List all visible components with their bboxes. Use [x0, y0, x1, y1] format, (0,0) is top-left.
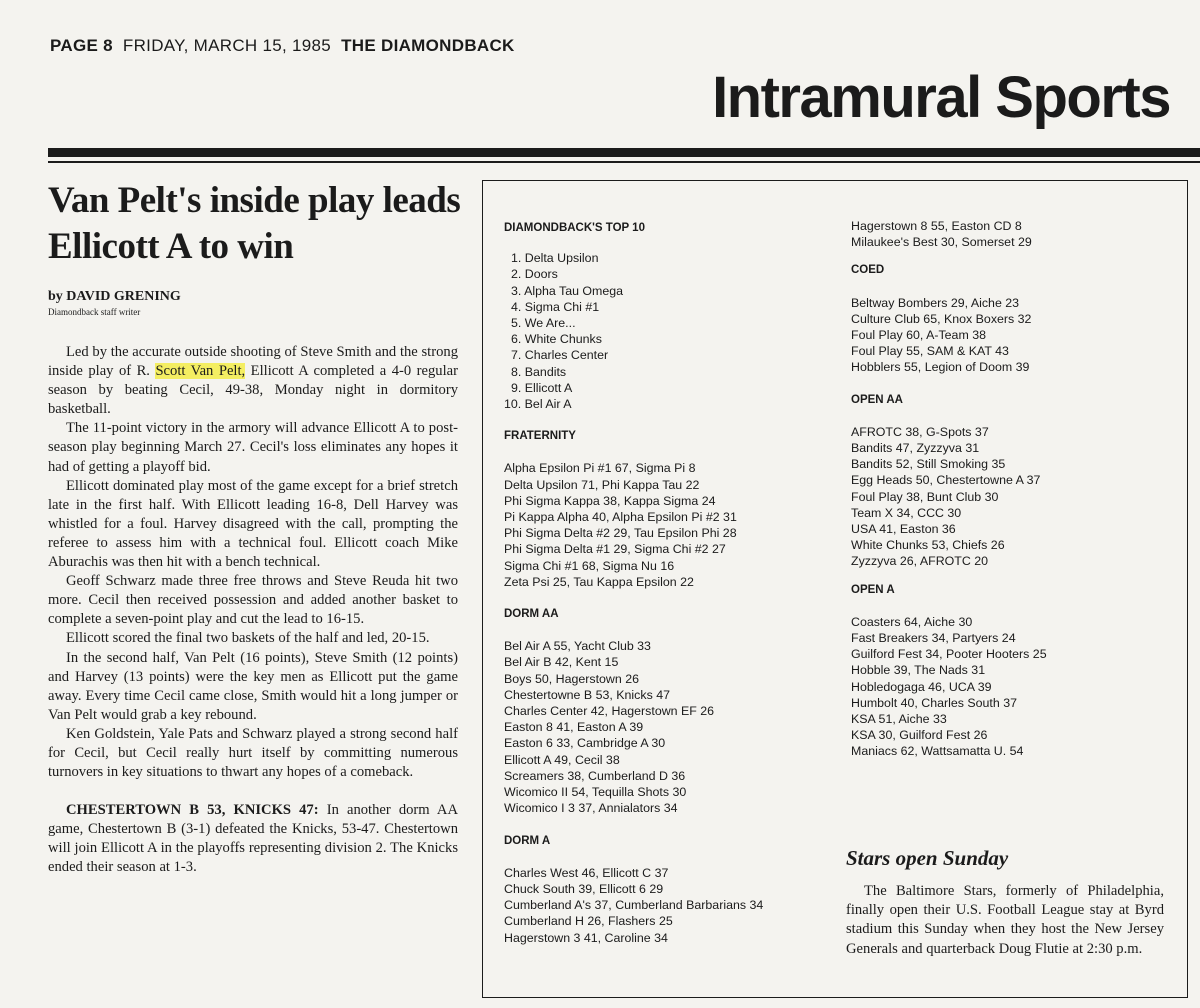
open-a-result: Humbolt 40, Charles South 37: [851, 695, 1017, 710]
dorm-aa-result: Bel Air A 55, Yacht Club 33: [504, 639, 651, 654]
dorm-aa-heading: DORM AA: [504, 608, 559, 621]
open-a-result: KSA 51, Aiche 33: [851, 712, 947, 727]
top10-item: 6. White Chunks: [511, 332, 602, 347]
article-headline: Van Pelt's inside play leads Ellicott A to win: [48, 180, 461, 267]
open-aa-list: [851, 424, 1047, 570]
open-a-list: [851, 614, 1047, 760]
dorm-a-result: Chuck South 39, Ellicott 6 29: [504, 881, 664, 896]
fraternity-result: Phi Sigma Kappa 38, Kappa Sigma 24: [504, 493, 716, 508]
highlighted-name: Scott Van Pelt,: [155, 363, 246, 380]
fraternity-result: Zeta Psi 25, Tau Kappa Epsilon 22: [504, 574, 694, 589]
article-paragraph: CHESTERTOWN B 53, KNICKS 47: In another dorm AA game, Chestertown B (3-1) defeated the Knicks, 53-47. Chestertown will join Ellicott A in the playoffs representing division 2. The Knicks ended their season at 1-3.: [48, 802, 459, 876]
dorm-aa-result: Wicomico II 54, Tequilla Shots 30: [504, 785, 687, 800]
dorm-a-heading: DORM A: [504, 834, 551, 847]
top10-item: 1. Delta Upsilon: [511, 251, 599, 266]
open-a-heading: OPEN A: [851, 583, 895, 596]
top10-item: 8. Bandits: [511, 364, 567, 379]
dorm-a-result: Cumberland A's 37, Cumberland Barbarians 34: [504, 898, 764, 913]
stars-paragraph: The Baltimore Stars, formerly of Philadelphia, finally open their U.S. Football League stay at Byrd stadium this Sunday when they host the New Jersey Generals and quarterback Doug Flutie at 2:30 p.m.: [846, 883, 1164, 957]
open-a-result: Guilford Fest 34, Pooter Hooters 25: [851, 647, 1047, 662]
open-a-result: Maniacs 62, Wattsamatta U. 54: [851, 744, 1024, 759]
section-rule-thin: [48, 161, 1200, 163]
byline: by DAVID GRENING: [48, 289, 181, 304]
stars-body: [846, 882, 1164, 959]
article-body: [48, 343, 458, 878]
stars-headline: Stars open Sunday: [846, 846, 1009, 870]
dorm-aa-result: Bel Air B 42, Kent 15: [504, 655, 619, 670]
dorm-aa-result: Easton 8 41, Easton A 39: [504, 720, 644, 735]
open-a-result: KSA 30, Guilford Fest 26: [851, 728, 988, 743]
dorm-aa-result: Ellicott A 49, Cecil 38: [504, 752, 620, 767]
article-paragraph: Ken Goldstein, Yale Pats and Schwarz played a strong second half for Cecil, but Cecil really hurt itself by committing numerous turnovers in key situations to thwart any hopes of a comeback.: [48, 725, 458, 781]
dorm-aa-result: Screamers 38, Cumberland D 36: [504, 768, 686, 783]
issue-date: FRIDAY, MARCH 15, 1985: [122, 36, 332, 55]
folio-line: [50, 36, 515, 56]
top10-item: 4. Sigma Chi #1: [511, 299, 600, 314]
top10-item: 7. Charles Center: [511, 348, 609, 363]
dorm-aa-list: [504, 638, 763, 816]
article-paragraph: In the second half, Van Pelt (16 points), Steve Smith (12 points) and Harvey (13 points) were the key men as Ellicott put the game away. Every time Cecil came close, Smith would hit a long jumper or Van Pelt would grab a key rebound.: [48, 649, 458, 723]
open-a-result: Hobledogaga 46, UCA 39: [851, 679, 992, 694]
top10-item: 10. Bel Air A: [504, 397, 572, 412]
fraternity-result: Alpha Epsilon Pi #1 67, Sigma Pi 8: [504, 461, 696, 476]
fraternity-result: Delta Upsilon 71, Phi Kappa Tau 22: [504, 477, 700, 492]
results-column-right: [851, 218, 1047, 760]
open-aa-heading: OPEN AA: [851, 393, 903, 406]
dorm-a-result: Cumberland H 26, Flashers 25: [504, 914, 673, 929]
top10-item: 9. Ellicott A: [511, 380, 573, 395]
top10-list: [504, 250, 763, 412]
dorm-a-list: [504, 865, 763, 946]
open-aa-result: White Chunks 53, Chiefs 26: [851, 538, 1005, 553]
open-aa-result: Zyzzyva 26, AFROTC 20: [851, 554, 989, 569]
byline-title: Diamondback staff writer: [48, 307, 141, 317]
dorm-aa-result: Wicomico I 3 37, Annialators 34: [504, 801, 678, 816]
open-a-result: Fast Breakers 34, Partyers 24: [851, 631, 1016, 646]
dorm-a-result: Hagerstown 8 55, Easton CD 8: [851, 219, 1022, 233]
dorm-aa-result: Chestertowne B 53, Knicks 47: [504, 687, 670, 702]
open-aa-result: Bandits 47, Zyzzyva 31: [851, 441, 980, 456]
section-title: Intramural Sports: [712, 65, 1170, 130]
fraternity-result: Phi Sigma Delta #2 29, Tau Epsilon Phi 28: [504, 526, 737, 541]
results-column-left: [504, 220, 763, 946]
article-paragraph: Led by the accurate outside shooting of Steve Smith and the strong inside play of R. Scott Van Pelt, Ellicott A completed a 4-0 regular season by beating Cecil, 49-38, Monday night in dormitory basketball.: [48, 344, 458, 418]
top10-heading: DIAMONDBACK'S TOP 10: [504, 222, 645, 234]
article-paragraph: Geoff Schwarz made three free throws and Steve Reuda hit two more. Cecil then received possession and added another basket to complete a seven-point play and cut the lead to 16-15.: [48, 573, 458, 628]
dorm-aa-result: Boys 50, Hagerstown 26: [504, 671, 639, 686]
section-rule-thick: [48, 148, 1200, 157]
open-aa-result: Bandits 52, Still Smoking 35: [851, 457, 1006, 472]
article-paragraph: The 11-point victory in the armory will advance Ellicott A to post-season play beginning March 27. Cecil's loss eliminates any hopes it had of getting a playoff bid.: [48, 420, 458, 475]
fraternity-result: Pi Kappa Alpha 40, Alpha Epsilon Pi #2 31: [504, 510, 737, 525]
dorm-a-continued-list: [851, 218, 1047, 250]
dorm-a-result: Hagerstown 3 41, Caroline 34: [504, 930, 668, 945]
newspaper-name: THE DIAMONDBACK: [341, 36, 515, 55]
open-a-result: Coasters 64, Aiche 30: [851, 614, 973, 629]
coed-result: Foul Play 55, SAM & KAT 43: [851, 344, 1009, 359]
coed-list: [851, 295, 1047, 376]
coed-result: Beltway Bombers 29, Aiche 23: [851, 295, 1020, 310]
open-aa-result: USA 41, Easton 36: [851, 522, 956, 537]
dorm-aa-result: Charles Center 42, Hagerstown EF 26: [504, 704, 715, 719]
coed-result: Hobblers 55, Legion of Doom 39: [851, 360, 1030, 375]
page-number: PAGE 8: [50, 36, 113, 55]
paragraph-kicker: CHESTERTOWN B 53, KNICKS 47:: [66, 802, 319, 819]
open-a-result: Hobble 39, The Nads 31: [851, 663, 986, 678]
dorm-a-result: Charles West 46, Ellicott C 37: [504, 865, 669, 880]
coed-result: Culture Club 65, Knox Boxers 32: [851, 311, 1032, 326]
fraternity-heading: FRATERNITY: [504, 430, 576, 443]
article-paragraph: Ellicott dominated play most of the game except for a brief stretch late in the first half. With Ellicott leading 16-8, Dell Harvey was whistled for a foul. Harvey disagreed with the call, prompting the referee to assess him with a technical foul. Ellicott coach Mike Aburachis was then hit with a bench technical.: [48, 477, 458, 571]
dorm-aa-result: Easton 6 33, Cambridge A 30: [504, 736, 666, 751]
fraternity-result: Sigma Chi #1 68, Sigma Nu 16: [504, 558, 675, 573]
top10-item: 2. Doors: [511, 267, 558, 282]
open-aa-result: AFROTC 38, G-Spots 37: [851, 424, 989, 439]
fraternity-list: [504, 460, 763, 590]
top10-item: 5. We Are...: [511, 316, 576, 331]
article-paragraph: Ellicott scored the final two baskets of the half and led, 20-15.: [66, 630, 430, 647]
top10-item: 3. Alpha Tau Omega: [511, 283, 624, 298]
coed-heading: COED: [851, 264, 885, 277]
open-aa-result: Foul Play 38, Bunt Club 30: [851, 489, 999, 504]
open-aa-result: Egg Heads 50, Chestertowne A 37: [851, 473, 1041, 488]
dorm-a-result: Milaukee's Best 30, Somerset 29: [851, 235, 1032, 250]
open-aa-result: Team X 34, CCC 30: [851, 505, 962, 520]
coed-result: Foul Play 60, A-Team 38: [851, 328, 986, 343]
fraternity-result: Phi Sigma Delta #1 29, Sigma Chi #2 27: [504, 542, 726, 557]
